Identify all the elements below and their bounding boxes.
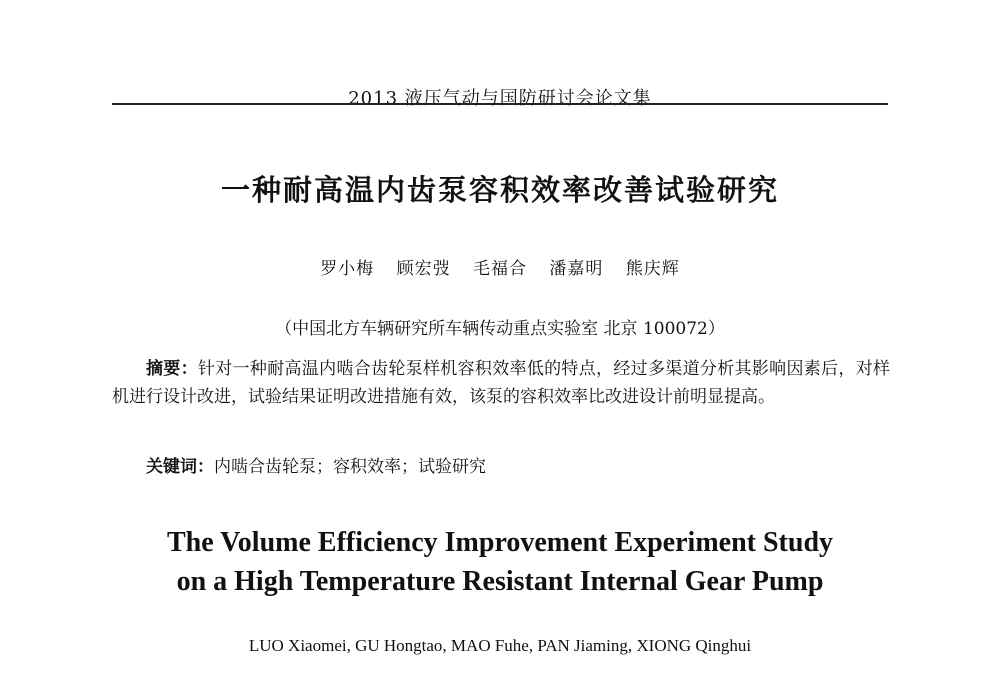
keywords-label: 关键词 [146,457,197,477]
author-name: 顾宏弢 [396,259,451,279]
author-name: 熊庆辉 [625,259,680,279]
affiliation-chinese: （中国北方车辆研究所车辆传动重点实验室 北京 100072） [275,319,725,339]
author-name: 罗小梅 [320,259,375,279]
author-name: 毛福合 [473,259,527,279]
title-english-line: The Volume Efficiency Improvement Experiment Study [166,527,834,558]
title-english-line: on a High Temperature Resistant Internal Gear Pump [176,566,824,597]
header-rule [112,103,888,105]
paper-title-chinese: 一种耐高温内齿泵容积效率改善试验研究 [220,173,779,207]
running-header: 2013 液压气动与国防研讨会论文集 [348,88,652,109]
paper-title-english [0,523,1000,601]
author-list-chinese [0,254,1000,279]
keywords-separator: ： [197,457,214,477]
author-list-english: LUO Xiaomei, GU Hongtao, MAO Fuhe, PAN Jiaming, XIONG Qinghui [248,636,752,655]
keywords-chinese [146,452,486,477]
keywords-text: 内啮合齿轮泵；容积效率；试验研究 [214,457,486,477]
abstract-text: 针对一种耐高温内啮合齿轮泵样机容积效率低的特点，经过多渠道分析其影响因素后，对样机进行设计改进，试验结果证明改进措施有效，该泵的容积效率比改进设计前明显提高。 [112,359,891,407]
abstract-separator: ： [180,359,198,379]
abstract-chinese [112,355,890,411]
abstract-label: 摘要 [146,359,181,379]
author-name: 潘嘉明 [549,259,604,279]
